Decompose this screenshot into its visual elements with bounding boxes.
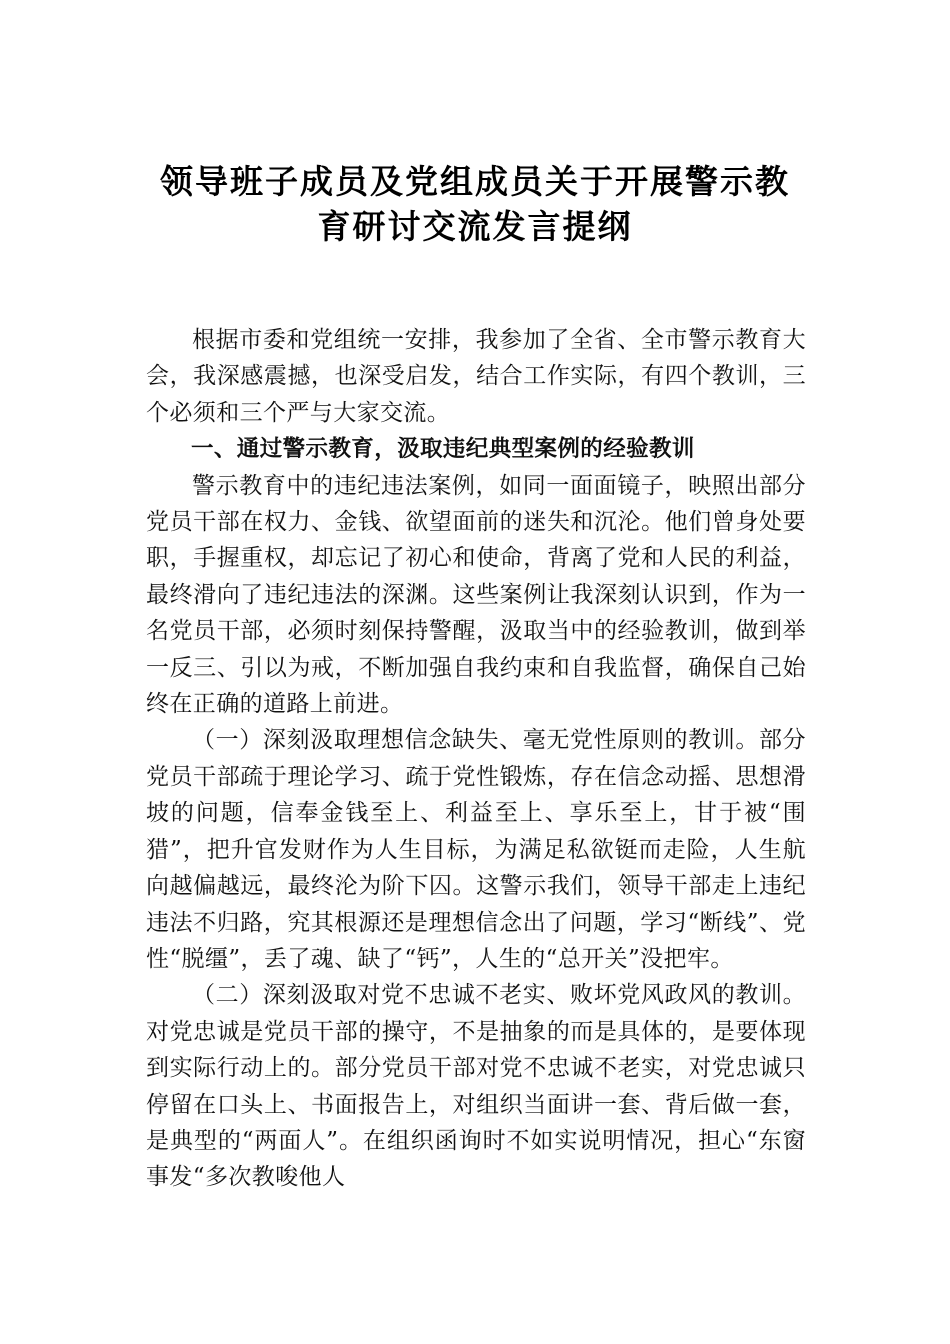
- subsection-2-paragraph: [146, 977, 806, 1195]
- subsection-2-lead: （二）深刻汲取对党不忠诚不老实、败坏党风政风的教训。: [192, 982, 806, 1009]
- section-1-paragraph: 警示教育中的违纪违法案例，如同一面面镜子，映照出部分党员干部在权力、金钱、欲望面前的迷失和沉沦。他们曾身处要职，手握重权，却忘记了初心和使命，背离了党和人民的利益，最终滑向了违纪违法的深渊。这些案例让我深刻认识到，作为一名党员干部，必须时刻保持警醒，汲取当中的经验教训，做到举一反三、引以为戒，不断加强自我约束和自我监督，确保自己始终在正确的道路上前进。: [146, 472, 806, 718]
- subsection-1-paragraph: [146, 722, 806, 977]
- document-title-line-2: 育研讨交流发言提纲: [317, 207, 633, 246]
- section-1-heading: 一、通过警示教育，汲取违纪典型案例的经验教训: [191, 436, 695, 463]
- document-title-line-1: 领导班子成员及党组成员关于开展警示教: [160, 162, 790, 201]
- subsection-2-text: 对党忠诚是党员干部的操守，不是抽象的而是具体的，是要体现到实际行动上的。部分党员干部对党不忠诚不老实，对党忠诚只停留在口头上、书面报告上，对组织当面讲一套、背后做一套，是典型的“两面人”。在组织函询时不如实说明情况，担心“东窗事发“多次教唆他人: [146, 1018, 806, 1191]
- intro-paragraph: 根据市委和党组统一安排，我参加了全省、全市警示教育大会，我深感震撼，也深受启发，结合工作实际，有四个教训，三个必须和三个严与大家交流。: [146, 327, 806, 426]
- subsection-1-text: 部分党员干部疏于理论学习、疏于党性锻炼，存在信念动摇、思想滑坡的问题，信奉金钱至上、利益至上、享乐至上，甘于被“围猎”，把升官发财作为人生目标，为满足私欲铤而走险，人生航向越偏越远，最终沦为阶下囚。这警示我们，领导干部走上违纪违法不归路，究其根源还是理想信念出了问题，学习“断线”、党性“脱缰”，丢了魂、缺了“钙”，人生的“总开关”没把牢。: [146, 727, 806, 972]
- subsection-1-lead: （一）深刻汲取理想信念缺失、毫无党性原则的教训。: [192, 727, 759, 754]
- document-body: [146, 322, 806, 1196]
